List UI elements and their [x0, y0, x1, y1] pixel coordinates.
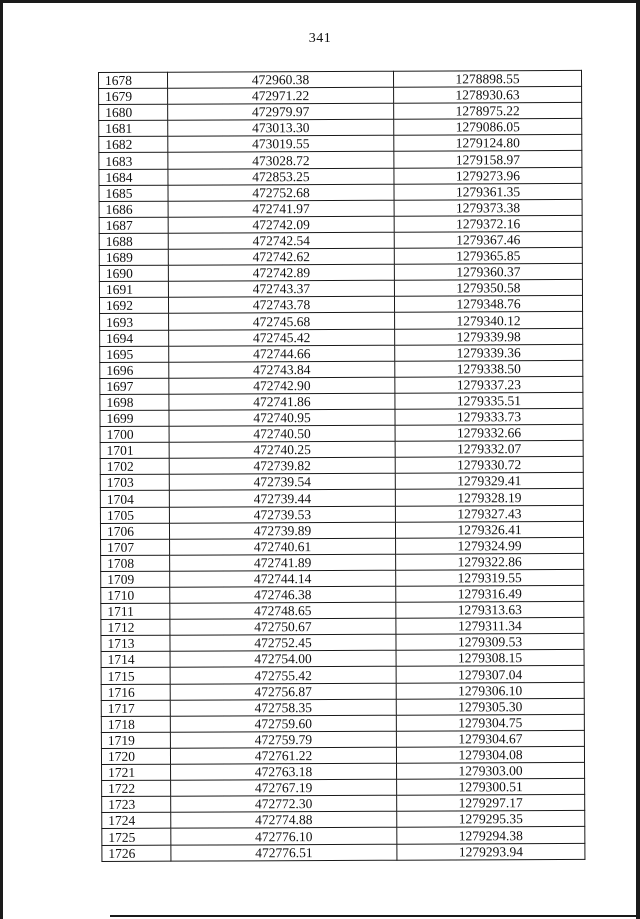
table-row [99, 70, 582, 88]
table-row [99, 135, 582, 153]
point-id-cell: 1705 [100, 507, 169, 523]
x-coordinate-cell: 472742.89 [168, 264, 394, 281]
point-id-cell: 1702 [100, 458, 169, 474]
y-coordinate-cell: 1279373.38 [394, 199, 582, 216]
y-coordinate-cell: 1279307.04 [396, 666, 584, 683]
x-coordinate-cell: 472741.86 [169, 393, 395, 410]
y-coordinate-cell: 1279339.98 [395, 328, 583, 345]
scan-border-left [0, 0, 3, 919]
point-id-cell: 1700 [100, 426, 169, 442]
table-row [99, 151, 582, 169]
y-coordinate-cell: 1279306.10 [396, 682, 584, 699]
y-coordinate-cell: 1279322.86 [396, 553, 584, 570]
y-coordinate-cell: 1279340.12 [395, 312, 583, 329]
scan-border-right [636, 0, 640, 919]
point-id-cell: 1679 [99, 88, 168, 104]
x-coordinate-cell: 472758.35 [170, 699, 396, 716]
table-row [101, 650, 584, 668]
table-row [101, 666, 584, 684]
table-row [101, 585, 584, 603]
point-id-cell: 1719 [101, 732, 170, 748]
x-coordinate-cell: 472776.51 [171, 844, 397, 861]
y-coordinate-cell: 1279329.41 [395, 473, 583, 490]
x-coordinate-cell: 472746.38 [170, 586, 396, 603]
y-coordinate-cell: 1278975.22 [394, 103, 582, 120]
point-id-cell: 1687 [99, 217, 168, 233]
point-id-cell: 1714 [101, 652, 170, 668]
point-id-cell: 1693 [100, 314, 169, 330]
x-coordinate-cell: 472745.42 [169, 329, 395, 346]
point-id-cell: 1683 [99, 153, 168, 169]
x-coordinate-cell: 472740.50 [169, 425, 395, 442]
y-coordinate-cell: 1279273.96 [394, 167, 582, 184]
table-row [100, 376, 583, 394]
table-row [102, 843, 585, 861]
x-coordinate-cell: 472750.67 [170, 618, 396, 635]
x-coordinate-cell: 472741.97 [168, 200, 394, 217]
y-coordinate-cell: 1279311.34 [396, 618, 584, 635]
table-row [102, 779, 585, 797]
x-coordinate-cell: 472739.53 [169, 506, 395, 523]
y-coordinate-cell: 1279300.51 [397, 779, 585, 796]
scan-border-top [0, 0, 640, 3]
coordinates-table-body [99, 70, 585, 861]
x-coordinate-cell: 472744.14 [170, 570, 396, 587]
point-id-cell: 1721 [102, 764, 171, 780]
table-row [101, 553, 584, 571]
y-coordinate-cell: 1279333.73 [395, 408, 583, 425]
x-coordinate-cell: 472853.25 [168, 168, 394, 185]
x-coordinate-cell: 472740.95 [169, 409, 395, 426]
y-coordinate-cell: 1279305.30 [396, 698, 584, 715]
y-coordinate-cell: 1279328.19 [395, 489, 583, 506]
y-coordinate-cell: 1279309.53 [396, 634, 584, 651]
table-row [99, 280, 582, 298]
point-id-cell: 1701 [100, 442, 169, 458]
y-coordinate-cell: 1279293.94 [397, 843, 585, 860]
point-id-cell: 1725 [102, 829, 171, 845]
point-id-cell: 1720 [101, 748, 170, 764]
point-id-cell: 1689 [99, 249, 168, 265]
table-row [100, 344, 583, 362]
table-row [102, 762, 585, 780]
y-coordinate-cell: 1279086.05 [394, 119, 582, 136]
y-coordinate-cell: 1279361.35 [394, 183, 582, 200]
x-coordinate-cell: 472743.78 [168, 297, 394, 314]
point-id-cell: 1718 [101, 716, 170, 732]
x-coordinate-cell: 472971.22 [168, 87, 394, 104]
y-coordinate-cell: 1279295.35 [397, 811, 585, 828]
table-row [101, 537, 584, 555]
x-coordinate-cell: 472742.54 [168, 232, 394, 249]
y-coordinate-cell: 1279294.38 [397, 827, 585, 844]
y-coordinate-cell: 1279339.36 [395, 344, 583, 361]
x-coordinate-cell: 472742.62 [168, 248, 394, 265]
x-coordinate-cell: 472739.89 [169, 522, 395, 539]
point-id-cell: 1722 [102, 780, 171, 796]
point-id-cell: 1723 [102, 796, 171, 812]
table-row [99, 215, 582, 233]
point-id-cell: 1691 [99, 281, 168, 297]
table-row [99, 119, 582, 137]
y-coordinate-cell: 1279360.37 [394, 264, 582, 281]
x-coordinate-cell: 472767.19 [171, 779, 397, 796]
table-row [99, 167, 582, 185]
x-coordinate-cell: 472740.25 [169, 441, 395, 458]
table-row [101, 618, 584, 636]
x-coordinate-cell: 473013.30 [168, 119, 394, 136]
table-row [100, 360, 583, 378]
table-row [99, 247, 582, 265]
y-coordinate-cell: 1279367.46 [394, 231, 582, 248]
point-id-cell: 1694 [100, 330, 169, 346]
x-coordinate-cell: 472979.97 [168, 103, 394, 120]
y-coordinate-cell: 1279365.85 [394, 247, 582, 264]
x-coordinate-cell: 472759.60 [170, 715, 396, 732]
x-coordinate-cell: 472772.30 [171, 795, 397, 812]
point-id-cell: 1690 [99, 265, 168, 281]
x-coordinate-cell: 472752.45 [170, 634, 396, 651]
x-coordinate-cell: 473028.72 [168, 152, 394, 169]
x-coordinate-cell: 472748.65 [170, 602, 396, 619]
x-coordinate-cell: 472763.18 [171, 763, 397, 780]
y-coordinate-cell: 1279316.49 [396, 585, 584, 602]
table-row [99, 231, 582, 249]
point-id-cell: 1698 [100, 394, 169, 410]
table-row [101, 601, 584, 619]
y-coordinate-cell: 1279319.55 [396, 569, 584, 586]
point-id-cell: 1708 [101, 555, 170, 571]
table-row [101, 634, 584, 652]
x-coordinate-cell: 472742.90 [169, 377, 395, 394]
table-row [102, 811, 585, 829]
table-row [101, 569, 584, 587]
y-coordinate-cell: 1279335.51 [395, 392, 583, 409]
y-coordinate-cell: 1279338.50 [395, 360, 583, 377]
x-coordinate-cell: 472740.61 [170, 538, 396, 555]
point-id-cell: 1724 [102, 813, 171, 829]
table-row [99, 183, 582, 201]
y-coordinate-cell: 1279350.58 [394, 280, 582, 297]
table-row [100, 505, 583, 523]
y-coordinate-cell: 1279304.75 [396, 714, 584, 731]
point-id-cell: 1706 [100, 523, 169, 539]
table-row [99, 103, 582, 121]
y-coordinate-cell: 1279324.99 [396, 537, 584, 554]
x-coordinate-cell: 472755.42 [170, 667, 396, 684]
table-row [101, 730, 584, 748]
point-id-cell: 1713 [101, 635, 170, 651]
table-row [101, 698, 584, 716]
x-coordinate-cell: 472742.09 [168, 216, 394, 233]
x-coordinate-cell: 472741.89 [170, 554, 396, 571]
point-id-cell: 1699 [100, 410, 169, 426]
y-coordinate-cell: 1279297.17 [397, 795, 585, 812]
point-id-cell: 1684 [99, 169, 168, 185]
point-id-cell: 1704 [100, 491, 169, 507]
table-row [99, 264, 582, 282]
x-coordinate-cell: 472960.38 [168, 71, 394, 88]
y-coordinate-cell: 1279303.00 [397, 762, 585, 779]
table-row [101, 746, 584, 764]
point-id-cell: 1697 [100, 378, 169, 394]
table-row [100, 392, 583, 410]
point-id-cell: 1715 [101, 668, 170, 684]
table-row [100, 521, 583, 539]
point-id-cell: 1707 [101, 539, 170, 555]
point-id-cell: 1681 [99, 120, 168, 136]
point-id-cell: 1696 [100, 362, 169, 378]
point-id-cell: 1695 [100, 346, 169, 362]
table-row [100, 473, 583, 491]
x-coordinate-cell: 473019.55 [168, 136, 394, 153]
y-coordinate-cell: 1279326.41 [395, 521, 583, 538]
table-row [100, 441, 583, 459]
point-id-cell: 1710 [101, 587, 170, 603]
scan-border-bottom [110, 915, 640, 917]
x-coordinate-cell: 472754.00 [170, 651, 396, 668]
point-id-cell: 1711 [101, 603, 170, 619]
coordinates-table [98, 70, 585, 862]
y-coordinate-cell: 1279330.72 [395, 457, 583, 474]
point-id-cell: 1686 [99, 201, 168, 217]
y-coordinate-cell: 1279304.67 [396, 730, 584, 747]
table-row [100, 489, 583, 507]
x-coordinate-cell: 472761.22 [170, 747, 396, 764]
x-coordinate-cell: 472743.84 [169, 361, 395, 378]
table-row [100, 312, 583, 330]
y-coordinate-cell: 1279327.43 [395, 505, 583, 522]
y-coordinate-cell: 1279337.23 [395, 376, 583, 393]
x-coordinate-cell: 472756.87 [170, 683, 396, 700]
y-coordinate-cell: 1278898.55 [393, 70, 581, 87]
table-row [100, 424, 583, 442]
point-id-cell: 1716 [101, 684, 170, 700]
table-row [100, 408, 583, 426]
x-coordinate-cell: 472744.66 [169, 345, 395, 362]
table-row [102, 827, 585, 845]
y-coordinate-cell: 1279158.97 [394, 151, 582, 168]
y-coordinate-cell: 1279124.80 [394, 135, 582, 152]
x-coordinate-cell: 472739.82 [169, 457, 395, 474]
point-id-cell: 1680 [99, 104, 168, 120]
x-coordinate-cell: 472752.68 [168, 184, 394, 201]
point-id-cell: 1726 [102, 845, 171, 861]
y-coordinate-cell: 1279372.16 [394, 215, 582, 232]
table-row [101, 682, 584, 700]
point-id-cell: 1703 [100, 475, 169, 491]
x-coordinate-cell: 472743.37 [168, 280, 394, 297]
table-row [100, 457, 583, 475]
x-coordinate-cell: 472774.88 [171, 812, 397, 829]
point-id-cell: 1709 [101, 571, 170, 587]
x-coordinate-cell: 472739.44 [169, 490, 395, 507]
point-id-cell: 1717 [101, 700, 170, 716]
y-coordinate-cell: 1279332.07 [395, 441, 583, 458]
point-id-cell: 1688 [99, 233, 168, 249]
page-number: 341 [308, 31, 332, 46]
point-id-cell: 1678 [99, 72, 168, 88]
y-coordinate-cell: 1279348.76 [394, 296, 582, 313]
table-row [99, 199, 582, 217]
x-coordinate-cell: 472776.10 [171, 828, 397, 845]
y-coordinate-cell: 1279332.66 [395, 424, 583, 441]
point-id-cell: 1712 [101, 619, 170, 635]
x-coordinate-cell: 472745.68 [169, 313, 395, 330]
table-row [101, 714, 584, 732]
point-id-cell: 1682 [99, 137, 168, 153]
table-row [99, 86, 582, 104]
y-coordinate-cell: 1278930.63 [394, 86, 582, 103]
table-row [100, 328, 583, 346]
y-coordinate-cell: 1279304.08 [396, 746, 584, 763]
point-id-cell: 1685 [99, 185, 168, 201]
table-row [99, 296, 582, 314]
point-id-cell: 1692 [99, 298, 168, 314]
x-coordinate-cell: 472739.54 [169, 474, 395, 491]
table-row [102, 795, 585, 813]
x-coordinate-cell: 472759.79 [170, 731, 396, 748]
y-coordinate-cell: 1279313.63 [396, 601, 584, 618]
y-coordinate-cell: 1279308.15 [396, 650, 584, 667]
